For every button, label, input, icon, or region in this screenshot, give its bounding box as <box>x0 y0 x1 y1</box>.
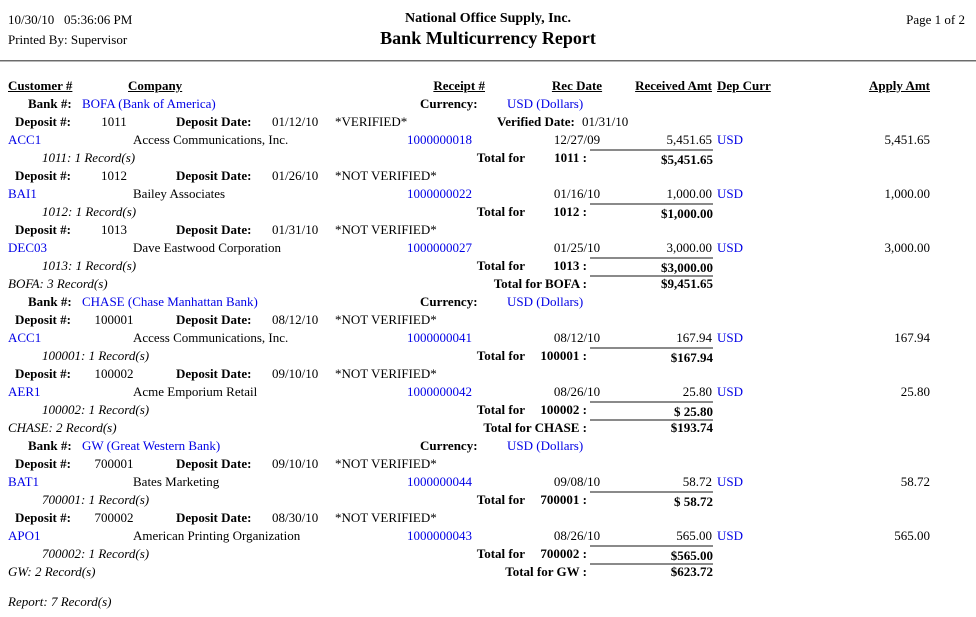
customer-link[interactable]: ACC1 <box>8 330 42 345</box>
receipt-link[interactable]: 1000000044 <box>407 474 472 489</box>
currency-link[interactable]: USD (Dollars) <box>507 294 584 309</box>
col-receipt: Receipt # <box>433 78 485 93</box>
received-amount: 58.72 <box>682 474 712 489</box>
deposit-date-label: Deposit Date: <box>176 168 252 183</box>
bank-total-label: Total for BOFA : <box>493 276 587 291</box>
company-name-cell: American Printing Organization <box>133 528 301 543</box>
bank-number-label: Bank #: <box>28 438 72 453</box>
deposit-row <box>0 221 976 239</box>
deposit-total-label <box>420 546 587 562</box>
customer-link[interactable]: AER1 <box>8 384 41 399</box>
receipt-date: 08/12/10 <box>553 330 601 345</box>
deposit-currency-link[interactable]: USD <box>717 240 744 255</box>
deposit-date-label: Deposit Date: <box>176 366 252 381</box>
receipt-detail-row <box>0 239 976 257</box>
column-header-row <box>0 77 976 95</box>
deposit-record-count: 1011: 1 Record(s) <box>42 150 136 165</box>
deposit-date-label: Deposit Date: <box>176 510 252 525</box>
deposit-number: 1011 <box>101 114 127 129</box>
apply-amount: 1,000.00 <box>884 186 930 201</box>
receipt-detail-row <box>0 131 976 149</box>
bank-row <box>0 95 976 113</box>
deposit-total-ref: 100001 : <box>540 348 587 363</box>
print-time: 05:36:06 PM <box>64 12 133 27</box>
deposit-total-ref: 700002 : <box>540 546 587 561</box>
deposit-record-count: 700001: 1 Record(s) <box>42 492 150 507</box>
deposit-total-label <box>420 258 587 274</box>
deposit-currency-link[interactable]: USD <box>717 132 744 147</box>
company-name-cell: Access Communications, Inc. <box>133 132 289 147</box>
deposit-currency-link[interactable]: USD <box>717 330 744 345</box>
col-apply-amt: Apply Amt <box>868 78 930 93</box>
bank-record-count: CHASE: 2 Record(s) <box>8 420 117 435</box>
apply-amount: 3,000.00 <box>884 240 930 255</box>
verify-status: *NOT VERIFIED* <box>335 168 437 183</box>
total-for-label: Total for <box>476 258 525 273</box>
deposit-total-label <box>420 204 587 220</box>
receipt-link[interactable]: 1000000027 <box>407 240 472 255</box>
received-amount: 1,000.00 <box>666 186 712 201</box>
deposit-date: 08/30/10 <box>272 510 319 525</box>
deposit-date-label: Deposit Date: <box>176 312 252 327</box>
currency-label: Currency: <box>420 294 478 309</box>
deposit-total-amount: $ 25.80 <box>590 401 713 421</box>
customer-link[interactable]: DEC03 <box>8 240 47 255</box>
bank-link[interactable]: GW (Great Western Bank) <box>82 438 221 453</box>
bank-record-count: GW: 2 Record(s) <box>8 564 96 579</box>
currency-link[interactable]: USD (Dollars) <box>507 438 584 453</box>
deposit-record-count: 1013: 1 Record(s) <box>42 258 137 273</box>
deposit-number-label: Deposit #: <box>15 114 71 129</box>
bank-total-amount: $193.74 <box>670 420 713 435</box>
col-company: Company <box>128 78 183 93</box>
col-received-amt: Received Amt <box>635 78 712 93</box>
print-date: 10/30/10 <box>8 12 55 27</box>
deposit-total-amount: $5,451.65 <box>590 149 713 167</box>
deposit-number-label: Deposit #: <box>15 510 71 525</box>
apply-amount: 565.00 <box>894 528 930 543</box>
deposit-number-label: Deposit #: <box>15 222 71 237</box>
deposit-total-row <box>0 203 976 221</box>
deposit-total-amount: $167.94 <box>590 347 713 365</box>
deposit-row <box>0 365 976 383</box>
company-name-cell: Dave Eastwood Corporation <box>133 240 282 255</box>
col-dep-curr: Dep Curr <box>717 78 771 93</box>
deposit-total-amount: $565.00 <box>590 545 713 565</box>
bank-total-label: Total for CHASE : <box>483 420 587 435</box>
col-rec-date: Rec Date <box>551 78 603 93</box>
company-name-cell: Acme Emporium Retail <box>133 384 258 399</box>
receipt-date: 01/16/10 <box>553 186 601 201</box>
report-body <box>0 95 976 581</box>
bank-total-row <box>0 563 976 581</box>
deposit-currency-link[interactable]: USD <box>717 528 744 543</box>
deposit-number: 1012 <box>101 168 127 183</box>
page-number: Page 1 of 2 <box>906 12 965 27</box>
total-for-label: Total for <box>476 204 525 219</box>
customer-link[interactable]: ACC1 <box>8 132 42 147</box>
received-amount: 565.00 <box>676 528 712 543</box>
received-amount: 3,000.00 <box>666 240 712 255</box>
deposit-row <box>0 509 976 527</box>
bank-row <box>0 437 976 455</box>
deposit-total-ref: 1012 : <box>553 204 587 219</box>
verify-status: *NOT VERIFIED* <box>335 312 437 327</box>
company-name: National Office Supply, Inc. <box>404 11 572 26</box>
total-for-label: Total for <box>476 546 525 561</box>
receipt-link[interactable]: 1000000043 <box>407 528 472 543</box>
verified-date-label: Verified Date: <box>497 114 575 129</box>
deposit-total-ref: 700001 : <box>540 492 587 507</box>
currency-label: Currency: <box>420 438 478 453</box>
apply-amount: 5,451.65 <box>884 132 930 147</box>
deposit-currency-link[interactable]: USD <box>717 474 744 489</box>
bank-link[interactable]: BOFA (Bank of America) <box>82 96 216 111</box>
bank-record-count: BOFA: 3 Record(s) <box>8 276 108 291</box>
verify-status: *NOT VERIFIED* <box>335 510 437 525</box>
received-amount: 25.80 <box>682 384 712 399</box>
deposit-number-label: Deposit #: <box>15 168 71 183</box>
deposit-date: 01/12/10 <box>272 114 319 129</box>
deposit-number: 700002 <box>94 510 134 525</box>
deposit-total-label <box>420 492 587 508</box>
receipt-link[interactable]: 1000000022 <box>407 186 472 201</box>
deposit-number-label: Deposit #: <box>15 366 71 381</box>
receipt-detail-row <box>0 383 976 401</box>
deposit-record-count: 700002: 1 Record(s) <box>42 546 150 561</box>
verify-status: *NOT VERIFIED* <box>335 456 437 471</box>
currency-label: Currency: <box>420 96 478 111</box>
total-for-label: Total for <box>476 348 525 363</box>
deposit-row <box>0 311 976 329</box>
deposit-total-row <box>0 491 976 509</box>
deposit-total-amount: $1,000.00 <box>590 203 713 221</box>
deposit-total-row <box>0 401 976 419</box>
receipt-detail-row <box>0 185 976 203</box>
deposit-total-row <box>0 545 976 563</box>
bank-number-label: Bank #: <box>28 294 72 309</box>
bank-total-amount: $9,451.65 <box>661 276 713 291</box>
deposit-date: 01/31/10 <box>272 222 319 237</box>
received-amount: 5,451.65 <box>666 132 712 147</box>
deposit-record-count: 1012: 1 Record(s) <box>42 204 137 219</box>
deposit-date: 09/10/10 <box>272 456 319 471</box>
bank-total-label: Total for GW : <box>505 564 587 579</box>
apply-amount: 167.94 <box>894 330 930 345</box>
company-name-cell: Access Communications, Inc. <box>133 330 289 345</box>
report-title: Bank Multicurrency Report <box>380 28 596 48</box>
deposit-total-ref: 1013 : <box>553 258 587 273</box>
received-amount: 167.94 <box>676 330 712 345</box>
deposit-number: 700001 <box>94 456 134 471</box>
total-for-label: Total for <box>476 150 525 165</box>
deposit-date-label: Deposit Date: <box>176 222 252 237</box>
deposit-total-ref: 100002 : <box>540 402 587 417</box>
header-rule <box>0 60 976 62</box>
deposit-number: 100002 <box>94 366 134 381</box>
bank-link[interactable]: CHASE (Chase Manhattan Bank) <box>82 294 258 309</box>
customer-link[interactable]: BAT1 <box>8 474 40 489</box>
bank-total-row <box>0 419 976 437</box>
deposit-date-label: Deposit Date: <box>176 456 252 471</box>
deposit-date: 08/12/10 <box>272 312 319 327</box>
bank-total-amount: $623.72 <box>670 564 713 579</box>
deposit-number-label: Deposit #: <box>15 456 71 471</box>
deposit-number: 1013 <box>101 222 127 237</box>
deposit-total-label <box>420 150 587 166</box>
receipt-detail-row <box>0 329 976 347</box>
deposit-date-label: Deposit Date: <box>176 114 252 129</box>
receipt-link[interactable]: 1000000018 <box>407 132 472 147</box>
deposit-record-count: 100002: 1 Record(s) <box>42 402 150 417</box>
deposit-total-amount: $ 58.72 <box>590 491 713 509</box>
col-customer: Customer # <box>8 78 73 93</box>
receipt-date: 09/08/10 <box>553 474 601 489</box>
deposit-currency-link[interactable]: USD <box>717 384 744 399</box>
total-for-label: Total for <box>476 492 525 507</box>
deposit-total-label <box>420 402 587 418</box>
deposit-total-row <box>0 257 976 275</box>
deposit-total-ref: 1011 : <box>554 150 587 165</box>
currency-link[interactable]: USD (Dollars) <box>507 96 584 111</box>
deposit-row <box>0 113 976 131</box>
receipt-date: 08/26/10 <box>553 384 601 399</box>
deposit-record-count: 100001: 1 Record(s) <box>42 348 150 363</box>
receipt-date: 08/26/10 <box>553 528 601 543</box>
receipt-date: 12/27/09 <box>553 132 601 147</box>
deposit-number-label: Deposit #: <box>15 312 71 327</box>
deposit-date: 01/26/10 <box>272 168 319 183</box>
receipt-detail-row <box>0 473 976 491</box>
deposit-row <box>0 167 976 185</box>
apply-amount: 25.80 <box>900 384 930 399</box>
deposit-row <box>0 455 976 473</box>
company-name-cell: Bates Marketing <box>133 474 220 489</box>
deposit-total-label <box>420 348 587 364</box>
printed-by: Printed By: Supervisor <box>8 32 128 47</box>
deposit-number: 100001 <box>94 312 134 327</box>
bank-total-row <box>0 275 976 293</box>
total-for-label: Total for <box>476 402 525 417</box>
customer-link[interactable]: APO1 <box>8 528 41 543</box>
customer-link[interactable]: BAI1 <box>8 186 37 201</box>
company-name-cell: Bailey Associates <box>133 186 226 201</box>
receipt-link[interactable]: 1000000041 <box>407 330 472 345</box>
bank-row <box>0 293 976 311</box>
receipt-date: 01/25/10 <box>553 240 601 255</box>
bank-number-label: Bank #: <box>28 96 72 111</box>
receipt-link[interactable]: 1000000042 <box>407 384 472 399</box>
apply-amount: 58.72 <box>900 474 930 489</box>
receipt-detail-row <box>0 527 976 545</box>
verify-status: *VERIFIED* <box>335 114 408 129</box>
deposit-total-row <box>0 149 976 167</box>
verified-date: 01/31/10 <box>582 114 629 129</box>
deposit-date: 09/10/10 <box>272 366 319 381</box>
verify-status: *NOT VERIFIED* <box>335 222 437 237</box>
deposit-total-amount: $3,000.00 <box>590 257 713 277</box>
report-record-count: Report: 7 Record(s) <box>8 594 112 609</box>
deposit-total-row <box>0 347 976 365</box>
deposit-currency-link[interactable]: USD <box>717 186 744 201</box>
verify-status: *NOT VERIFIED* <box>335 366 437 381</box>
